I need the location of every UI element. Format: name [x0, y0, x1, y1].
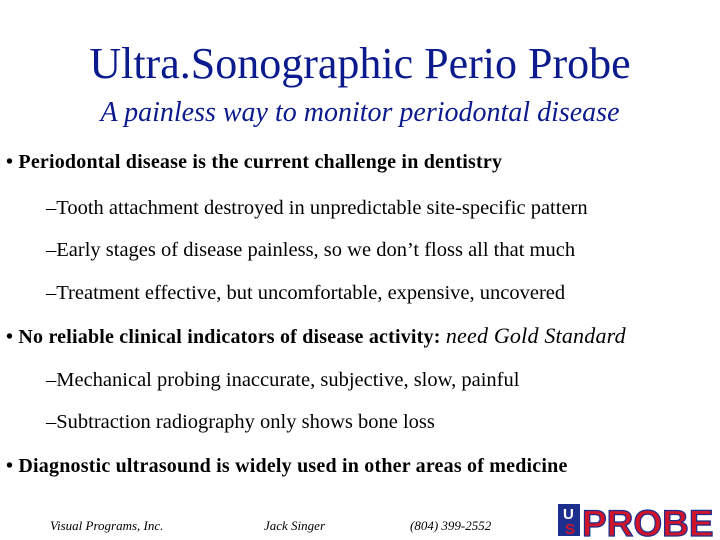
gold-standard-emphasis: need Gold Standard: [445, 323, 626, 348]
sub-bullet-subtraction-radiography: –Subtraction radiography only shows bone loss: [46, 411, 435, 433]
usprobe-logo: [556, 502, 720, 540]
footer-phone: (804) 399-2552: [410, 518, 492, 533]
sub-bullet-treatment: –Treatment effective, but uncomfortable, expensive, uncovered: [46, 282, 566, 304]
slide-title: Ultra.Sonographic Perio Probe: [89, 39, 631, 88]
footer-name: Jack Singer: [264, 518, 326, 533]
logo-letter-u: U: [563, 506, 574, 523]
footer-company: Visual Programs, Inc.: [50, 518, 164, 533]
slide-subtitle: A painless way to monitor periodontal disease: [100, 97, 620, 128]
logo-word: PROBE: [582, 503, 714, 540]
sub-bullet-tooth-attachment: –Tooth attachment destroyed in unpredictable site-specific pattern: [46, 197, 588, 219]
bullet-no-reliable-indicators-text: • No reliable clinical indicators of disease activity:: [6, 326, 446, 348]
sub-bullet-mechanical-probing: –Mechanical probing inaccurate, subjective, slow, painful: [46, 369, 520, 391]
bullet-periodontal-disease: • Periodontal disease is the current challenge in dentistry: [6, 151, 503, 173]
bullet-no-reliable-indicators: [6, 324, 626, 349]
logo-letter-s: S: [565, 521, 576, 538]
sub-bullet-early-stages: –Early stages of disease painless, so we don’t floss all that much: [46, 239, 576, 261]
bullet-diagnostic-ultrasound: • Diagnostic ultrasound is widely used in other areas of medicine: [6, 455, 568, 477]
